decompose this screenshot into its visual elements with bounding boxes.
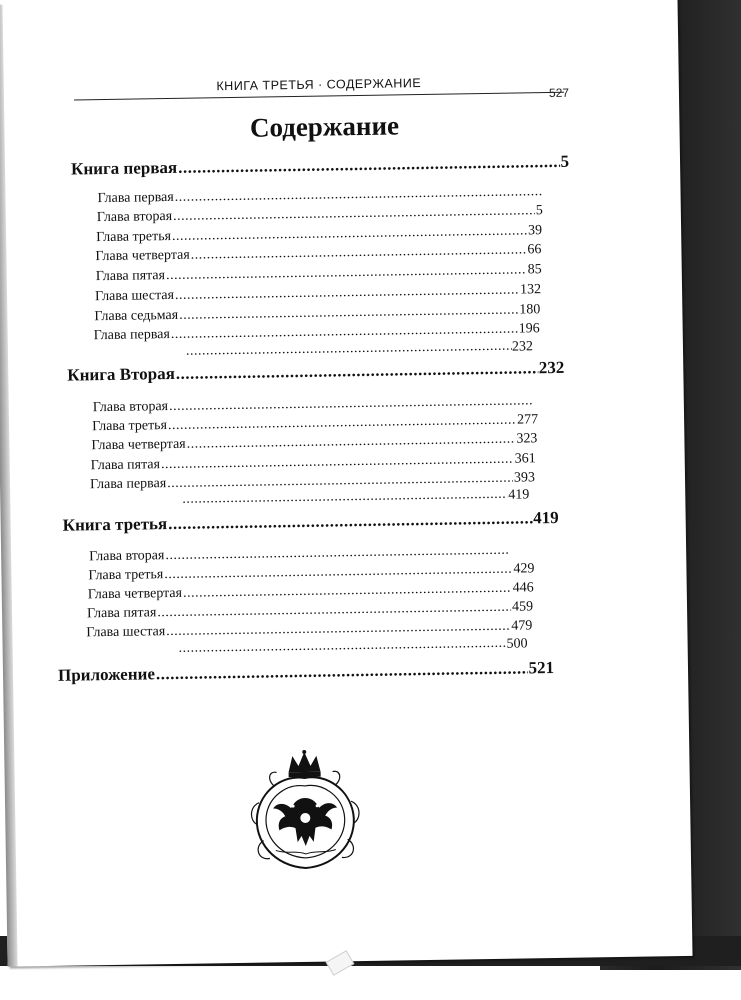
toc-chapter-label: Глава третья — [88, 567, 164, 584]
dot-leader — [187, 432, 516, 453]
dot-leader — [161, 452, 514, 474]
dot-leader — [183, 581, 512, 602]
dot-leader — [168, 508, 532, 534]
toc-chapter-label: Глава шестая — [94, 287, 175, 305]
toc-book-label: Книга третья — [62, 514, 168, 535]
toc-book-entry[interactable] — [67, 358, 564, 386]
dot-leader — [175, 283, 519, 304]
toc-appendix-entry[interactable] — [58, 658, 554, 686]
dot-leader — [157, 600, 511, 622]
toc-chapter-label: Глава четвертая — [87, 585, 183, 603]
running-header — [74, 74, 564, 101]
toc-chapter-label: Глава вторая — [92, 399, 169, 416]
page-title: Содержание — [249, 110, 400, 143]
toc-chapter-label: Глава пятая — [86, 605, 157, 622]
toc-chapter-label: Глава первая — [97, 189, 174, 207]
toc-chapter-entry[interactable] — [95, 282, 541, 305]
toc-chapter-page: 180 — [519, 302, 541, 318]
dot-leader — [173, 203, 535, 225]
toc-chapter-label: Глава первая — [89, 476, 167, 493]
toc-chapter-label: Глава третья — [92, 418, 168, 435]
toc-tail-page: 232 — [511, 339, 534, 355]
dot-leader — [176, 358, 538, 384]
page-gutter-shadow — [0, 5, 18, 967]
toc-chapter-page: 277 — [516, 412, 539, 428]
toc-appendix-page: 521 — [528, 658, 555, 678]
dot-leader — [166, 262, 527, 284]
dot-leader — [169, 393, 532, 415]
dot-leader — [165, 543, 508, 564]
toc-chapter-page: 361 — [514, 451, 536, 467]
toc-chapter-page: 446 — [512, 580, 534, 596]
toc-book-entry[interactable] — [71, 152, 569, 180]
toc-book-label: Книга первая — [70, 157, 178, 179]
toc-book-page: 419 — [532, 507, 559, 528]
toc-chapter-label: Глава вторая — [89, 548, 165, 565]
toc-chapter-page: 393 — [513, 470, 536, 486]
toc-book-page: 5 — [560, 151, 570, 171]
toc-chapter-label: Глава третья — [96, 228, 172, 246]
toc-tail-page: 419 — [508, 487, 530, 503]
toc-chapter-entry[interactable] — [95, 242, 541, 265]
toc-chapter-label: Глава четвертая — [91, 436, 186, 454]
dot-leader — [179, 303, 518, 324]
dot-leader — [168, 413, 516, 434]
dot-leader — [178, 152, 560, 178]
running-title: КНИГА ТРЕТЬЯ · СОДЕРЖАНИЕ — [216, 76, 422, 94]
toc-chapter-page: 323 — [516, 431, 538, 447]
toc-chapter-page: 85 — [527, 262, 542, 278]
dot-leader — [164, 562, 512, 583]
toc-tail-page: 500 — [506, 636, 528, 652]
dot-leader — [191, 242, 527, 263]
toc-book-entry[interactable] — [63, 508, 559, 536]
toc-chapter-label: Глава вторая — [96, 208, 173, 226]
toc-chapter-page: 479 — [511, 618, 533, 634]
dot-leader — [156, 658, 528, 684]
toc-chapter-label: Глава шестая — [86, 624, 166, 641]
dot-leader — [172, 223, 527, 245]
page-number: 527 — [548, 85, 570, 101]
toc-chapter-label: Глава седьмая — [94, 307, 179, 325]
toc-book-page: 232 — [538, 357, 565, 378]
toc-chapter-entry[interactable] — [97, 203, 543, 226]
toc-chapter-page: 39 — [527, 223, 543, 239]
toc-chapter-label: Глава четвертая — [95, 247, 190, 265]
toc-chapter-page: 132 — [519, 282, 542, 298]
toc-chapter-entry[interactable] — [96, 262, 542, 285]
toc-chapter-page: 429 — [513, 561, 535, 577]
toc-chapter-page: 196 — [518, 321, 540, 337]
toc-chapter-label: Глава первая — [93, 327, 170, 344]
dot-leader — [175, 184, 543, 206]
toc-book-label: Книга Вторая — [67, 363, 175, 385]
toc-chapter-entry[interactable] — [91, 431, 537, 454]
toc-chapter-page: 66 — [527, 242, 542, 258]
toc-chapter-label: Глава пятая — [95, 268, 166, 285]
toc-appendix-label: Приложение — [57, 664, 156, 685]
toc-chapter-page: 5 — [535, 203, 543, 219]
toc-chapter-label: Глава пятая — [90, 457, 161, 474]
toc-chapter-page: 459 — [511, 599, 534, 615]
crowned-double-headed-eagle-emblem-icon — [244, 749, 366, 876]
